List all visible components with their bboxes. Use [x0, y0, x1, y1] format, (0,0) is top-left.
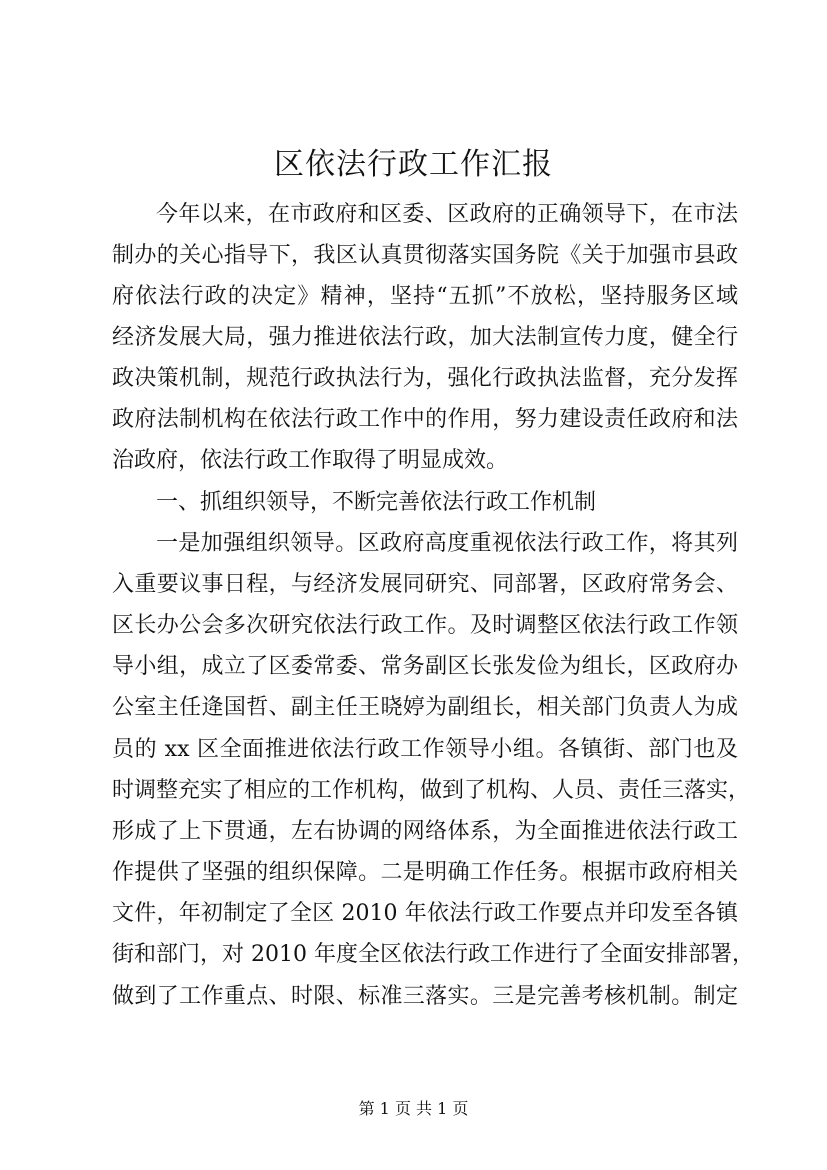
section-heading: 一、抓组织领导，不断完善依法行政工作机制: [156, 490, 597, 515]
paragraph-line: 治政府，依法行政工作取得了明显成效。: [112, 448, 509, 473]
paragraph-line: 一是加强组织领导。区政府高度重视依法行政工作，将其列: [156, 531, 738, 556]
page-number-footer: 第 1 页 共 1 页: [358, 1099, 469, 1118]
paragraph-line: 府依法行政的决定》精神，坚持“五抓”不放松，坚持服务区域: [112, 284, 738, 309]
paragraph-line: 政决策机制，规范行政执法行为，强化行政执法监督，充分发挥: [112, 366, 738, 391]
paragraph-line: 做到了工作重点、时限、标准三落实。三是完善考核机制。制定: [112, 984, 738, 1009]
paragraph-line: 入重要议事日程，与经济发展同研究、同部署，区政府常务会、: [112, 572, 738, 597]
document-title: 区依法行政工作汇报: [274, 147, 553, 182]
paragraph-line: 形成了上下贯通，左右协调的网络体系，为全面推进依法行政工: [112, 819, 738, 844]
paragraph-line: 经济发展大局，强力推进依法行政，加大法制宣传力度，健全行: [112, 325, 738, 350]
paragraph-line: 文件，年初制定了全区 2010 年依法行政工作要点并印发至各镇: [112, 901, 738, 926]
paragraph-line: 员的 xx 区全面推进依法行政工作领导小组。各镇街、部门也及: [112, 737, 738, 762]
paragraph-line: 今年以来，在市政府和区委、区政府的正确领导下，在市法: [156, 202, 738, 227]
paragraph-line: 政府法制机构在依法行政工作中的作用，努力建设责任政府和法: [112, 407, 738, 432]
paragraph-line: 公室主任逄国哲、副主任王晓婷为副组长，相关部门负责人为成: [112, 695, 738, 720]
paragraph-line: 街和部门，对 2010 年度全区依法行政工作进行了全面安排部署，: [112, 942, 754, 967]
paragraph-line: 制办的关心指导下，我区认真贯彻落实国务院《关于加强市县政: [112, 243, 738, 268]
paragraph-line: 时调整充实了相应的工作机构，做到了机构、人员、责任三落实，: [112, 778, 751, 803]
paragraph-line: 导小组，成立了区委常委、常务副区长张发俭为组长，区政府办: [112, 654, 738, 679]
paragraph-line: 区长办公会多次研究依法行政工作。及时调整区依法行政工作领: [112, 613, 738, 638]
paragraph-line: 作提供了坚强的组织保障。二是明确工作任务。根据市政府相关: [112, 860, 738, 885]
